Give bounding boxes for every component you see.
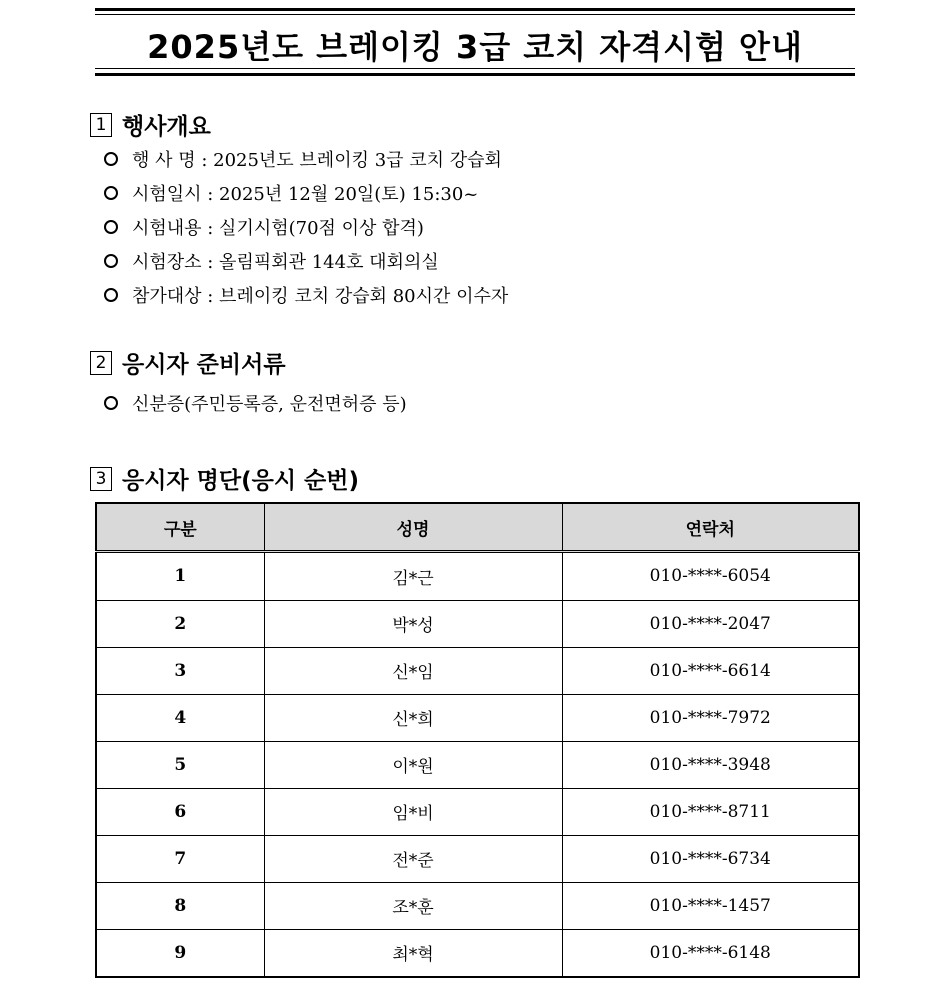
- header-contact: 연락처: [562, 503, 859, 552]
- table-row: [96, 600, 859, 647]
- title-rule-top-thin: [95, 14, 855, 15]
- cell-name: 최*혁: [264, 929, 562, 977]
- title-rule-bottom: [95, 73, 855, 76]
- section-1-heading: [90, 108, 211, 141]
- header-division: 구분: [96, 503, 264, 552]
- title-box: [95, 8, 855, 72]
- cell-contact: 010-****-6614: [562, 647, 859, 694]
- circle-bullet-icon: [104, 152, 118, 166]
- cell-number: 3: [96, 647, 264, 694]
- list-item-text: 참가대상 : 브레이킹 코치 강습회 80시간 이수자: [132, 286, 509, 307]
- section-number-box: 3: [90, 467, 112, 491]
- section-number-box: 2: [90, 351, 112, 375]
- cell-number: 2: [96, 600, 264, 647]
- table-header-row: [96, 503, 859, 552]
- cell-number: 9: [96, 929, 264, 977]
- cell-name: 김*근: [264, 552, 562, 601]
- cell-contact: 010-****-1457: [562, 882, 859, 929]
- section-title: 응시자 명단(응시 순번): [122, 468, 360, 494]
- section-2-list: [104, 386, 407, 420]
- list-item: [104, 386, 407, 420]
- list-item-text: 시험장소 : 올림픽회관 144호 대회의실: [132, 252, 439, 273]
- cell-name: 신*임: [264, 647, 562, 694]
- table-row: [96, 552, 859, 601]
- cell-number: 7: [96, 835, 264, 882]
- cell-contact: 010-****-2047: [562, 600, 859, 647]
- applicant-table: [95, 502, 860, 978]
- cell-number: 8: [96, 882, 264, 929]
- cell-number: 1: [96, 552, 264, 601]
- cell-number: 4: [96, 694, 264, 741]
- table-row: [96, 694, 859, 741]
- circle-bullet-icon: [104, 186, 118, 200]
- section-number-box: 1: [90, 113, 112, 137]
- table-row: [96, 741, 859, 788]
- title-rule-top: [95, 8, 855, 11]
- table-row: [96, 929, 859, 977]
- cell-contact: 010-****-3948: [562, 741, 859, 788]
- cell-name: 신*희: [264, 694, 562, 741]
- list-item: [104, 176, 508, 210]
- list-item: [104, 142, 508, 176]
- circle-bullet-icon: [104, 396, 118, 410]
- list-item-text: 신분증(주민등록증, 운전면허증 등): [132, 394, 407, 415]
- cell-number: 5: [96, 741, 264, 788]
- section-3-heading: [90, 462, 359, 495]
- section-1-list: [104, 142, 508, 312]
- cell-number: 6: [96, 788, 264, 835]
- cell-contact: 010-****-8711: [562, 788, 859, 835]
- cell-contact: 010-****-6148: [562, 929, 859, 977]
- cell-contact: 010-****-6054: [562, 552, 859, 601]
- section-2-heading: [90, 346, 286, 379]
- table-row: [96, 882, 859, 929]
- list-item-text: 시험일시 : 2025년 12월 20일(토) 15:30~: [132, 184, 479, 205]
- table-row: [96, 788, 859, 835]
- header-name: 성명: [264, 503, 562, 552]
- list-item: [104, 210, 508, 244]
- circle-bullet-icon: [104, 254, 118, 268]
- list-item: [104, 244, 508, 278]
- title-rule-bottom-thin: [95, 68, 855, 69]
- list-item-text: 행 사 명 : 2025년도 브레이킹 3급 코치 강습회: [132, 150, 502, 171]
- cell-name: 박*성: [264, 600, 562, 647]
- section-title: 응시자 준비서류: [122, 352, 286, 378]
- cell-name: 전*준: [264, 835, 562, 882]
- cell-name: 조*훈: [264, 882, 562, 929]
- table-row: [96, 835, 859, 882]
- page-title: 2025년도 브레이킹 3급 코치 자격시험 안내: [147, 28, 803, 66]
- section-title: 행사개요: [122, 114, 211, 140]
- circle-bullet-icon: [104, 220, 118, 234]
- circle-bullet-icon: [104, 288, 118, 302]
- cell-contact: 010-****-6734: [562, 835, 859, 882]
- list-item: [104, 278, 508, 312]
- cell-name: 이*원: [264, 741, 562, 788]
- cell-name: 임*비: [264, 788, 562, 835]
- cell-contact: 010-****-7972: [562, 694, 859, 741]
- list-item-text: 시험내용 : 실기시험(70점 이상 합격): [132, 218, 424, 239]
- table-row: [96, 647, 859, 694]
